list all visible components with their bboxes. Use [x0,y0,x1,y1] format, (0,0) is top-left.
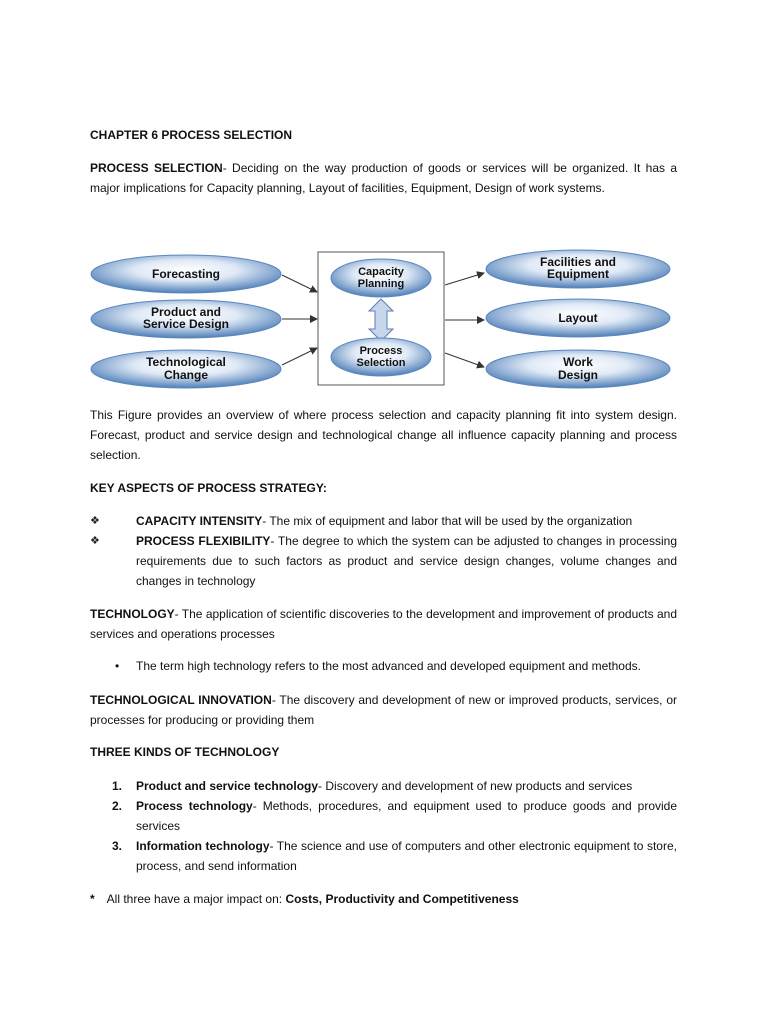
list-item [90,531,677,591]
process-tech-text: - Methods, procedures, and equipment used to produce goods and provide services [136,799,678,833]
process-flexibility-term: PROCESS FLEXIBILITY [136,534,271,548]
output-work-line2: Design [557,368,599,382]
process-diagram [88,245,688,395]
input-tech-line1: Technological [146,355,226,369]
output-layout-label: Layout [558,311,598,325]
process-line1: Process [359,345,403,357]
technology-bullet-list [90,656,677,676]
innovation-definition: - The discovery and development of new or improved products, services, or processes for producing or providing them [90,693,677,727]
information-tech-text: - The science and use of computers and other electronic equipment to store, process, and send information [136,839,677,873]
input-tech-line2: Change [163,368,209,382]
capacity-line1: Capacity [358,266,404,278]
center-process-selection [331,338,431,376]
three-kinds-list [90,776,677,876]
footnote-emphasis: Costs, Productivity and Competitiveness [285,892,519,906]
information-tech-term: Information technology [136,839,270,853]
footnote-lead: All three have a major impact on: [106,892,286,906]
output-facilities-line2: Equipment [547,267,609,281]
list-item [90,656,677,676]
technology-paragraph [90,604,677,644]
output-work-design [486,350,670,388]
footnote-star: * [90,892,95,906]
innovation-term: TECHNOLOGICAL INNOVATION [90,693,272,707]
key-aspects-list [90,511,677,591]
input-product-line1: Product and [150,305,222,319]
list-number: 1. [112,779,123,793]
chapter-title-text: CHAPTER 6 PROCESS SELECTION [90,128,293,142]
process-selection-paragraph [90,158,677,198]
innovation-paragraph [90,690,677,730]
process-selection-definition: - Deciding on the way production of goods or services will be organized. It has a major implications for Capacity planning, Layout of facilities, Equipment, Design of work systems. [90,161,678,195]
process-flexibility-text: - The degree to which the system can be adjusted to changes in processing requirements due to such factors as product and service design changes, volume changes and changes in technology [136,534,677,588]
product-service-tech-term: Product and service technology [136,779,319,793]
key-aspects-heading-text: KEY ASPECTS OF PROCESS STRATEGY: [90,481,327,495]
capacity-intensity-text: - The mix of equipment and labor that will be used by the organization [262,514,633,528]
technology-term: TECHNOLOGY [90,607,175,621]
output-layout [486,299,670,337]
bullet-dot-icon: • [115,659,120,673]
list-item [90,776,677,796]
process-line2: Selection [356,357,406,369]
three-kinds-heading-text: THREE KINDS OF TECHNOLOGY [90,745,280,759]
output-facilities-equipment [486,250,670,288]
footnote [90,889,677,909]
input-technological-change [91,350,281,388]
chapter-title [90,125,677,145]
list-number: 2. [112,799,123,813]
diamond-bullet-icon: ❖ [90,515,100,527]
list-number: 3. [112,839,123,853]
input-forecasting [91,255,281,293]
key-aspects-heading [90,478,677,498]
product-service-tech-text: - Discovery and development of new products and services [318,779,633,793]
list-item [90,836,677,876]
capacity-line2: Planning [357,278,405,290]
list-item [90,796,677,836]
three-kinds-heading [90,742,677,762]
technology-definition: - The application of scientific discoveries to the development and improvement of products and services and operations processes [90,607,677,641]
list-item [90,511,677,531]
input-forecasting-label: Forecasting [151,267,221,281]
center-capacity-planning [331,259,431,297]
input-product-line2: Service Design [142,317,230,331]
capacity-intensity-term: CAPACITY INTENSITY [136,514,263,528]
output-work-line1: Work [563,355,593,369]
high-technology-text: The term high technology refers to the most advanced and developed equipment and methods. [136,659,641,673]
output-facilities-line1: Facilities and [539,255,617,269]
process-tech-term: Process technology [136,799,253,813]
input-product-service-design [91,300,281,338]
diamond-bullet-icon: ❖ [90,535,100,547]
figure-caption: This Figure provides an overview of where process selection and capacity planning fit into system design. Forecast, product and service design and technological change all influence capacity planning and process selection. [90,408,677,462]
process-selection-term: PROCESS SELECTION [90,161,223,175]
